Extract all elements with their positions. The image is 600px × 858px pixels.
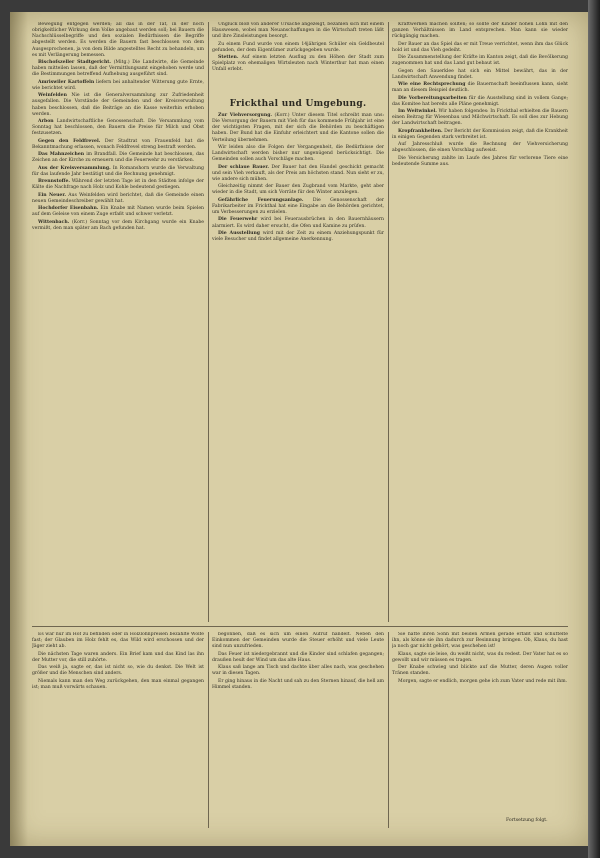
column-2	[212, 96, 384, 622]
paragraph-lead: Die Feuerwehr	[218, 217, 258, 223]
paragraph-text: Die nächsten Tage waren anders. Ein Brief kam und das Kind las ihn der Mutter vor, die still zuhörte.	[32, 651, 204, 663]
paragraph-lead: Gefährliche Feuerungsanlage.	[218, 197, 304, 203]
paragraph-text: Ein Knabe mit Namen wurde beim Spielen auf dem Geleise von einem Zuge erfaßt und schwer verletzt.	[32, 206, 204, 218]
paragraph-text: Der Bauer an das Spiel das er mit Treue verrichtet, wenn ihm das Glück hold ist und das Vieh gedeiht.	[392, 41, 568, 53]
paragraph-lead: Bischofszeller Stadtgericht.	[38, 60, 112, 66]
continuation-note: Fortsetzung folgt.	[506, 818, 548, 823]
paragraph-text: Gleichzeitig nimmt der Bauer den Zugbrand vom Markte, geht aber wieder in die Stadt, um sich Vorräte für den Winter anzulegen.	[212, 184, 384, 196]
paragraph-lead: Zur Viehversorgung.	[218, 113, 273, 118]
paragraph-text: Unglück bloß von anderer Ursache angezeigt, bezahlen sich mit einem Hauswesen, wobei man Neuanschaffungen in die Wirtschaft treten läßt und ihre Zinsleistungen besorgt.	[212, 22, 384, 40]
paragraph	[392, 142, 568, 154]
paragraph	[32, 206, 204, 218]
paragraph	[212, 145, 384, 163]
paragraph	[392, 22, 568, 40]
paragraph-text: Wir haben folgendes: In Frickthal erhielten die Bauern einen Beitrag für Wiesenbau und Milchwirtschaft. Es soll dies zur Hebung der Landwirtschaft beitragen.	[392, 109, 568, 127]
paragraph	[32, 652, 204, 664]
column-rule	[208, 632, 209, 828]
paragraph	[32, 139, 204, 151]
paragraph-lead: Die Ausstellung	[218, 230, 261, 236]
paragraph	[32, 679, 204, 691]
paragraph-text: Aus Weinfelden wird berichtet, daß die Gemeinde einen neuen Gemeindeschreiber gewählt hat.	[32, 192, 204, 204]
paragraph	[32, 93, 204, 118]
paragraph	[392, 96, 568, 108]
paragraph	[32, 60, 204, 78]
paragraph-lead: Aus der Kreisversammlung.	[38, 165, 111, 171]
newspaper-page	[10, 12, 588, 846]
paragraph-text: Zu einem Fund wurde von einem 14jährigen Schüler ein Geldbeutel gefunden, der dem Eigentümer zurückgegeben wurde.	[212, 41, 384, 53]
paragraph-text: liefern bei anhaltender Witterung gute Ernte, wie berichtet wird.	[32, 79, 204, 91]
paragraph-text: (Korr.) Sonntag vor dem Kirchgang wurde ein Knabe vermißt, den man später am Bach gefunden hat.	[32, 219, 204, 231]
paragraph-text: Die Versicherung zahlte im Laufe des Jahres für verlorene Tiere eine bedeutende Summe aus.	[392, 155, 568, 167]
paragraph	[392, 679, 568, 685]
paragraph-text: Das Feuer ist niedergebrannt und die Kinder sind schlafen gegangen; draußen heult der Wind um das alte Haus.	[212, 651, 384, 663]
paragraph-text: Während der letzten Tage ist in den Städten infolge der Kälte die Nachfrage nach Holz und Kohle bedeutend gestiegen.	[32, 179, 204, 191]
paragraph	[32, 665, 204, 677]
paragraph	[32, 152, 204, 164]
paragraph	[212, 632, 384, 650]
paragraph-text: Landwirtschaftliche Genossenschaft. Die Versammlung vom Sonntag hat beschlossen, den Bauern die Preise für Milch und Obst festzusetzen.	[32, 119, 204, 137]
paragraph	[392, 69, 568, 81]
paragraph-text: Morgen, sagte er endlich, morgen gehe ich zum Vater und rede mit ihm.	[398, 678, 568, 684]
paragraph-lead: Ein Neuer.	[38, 192, 66, 198]
paragraph	[32, 193, 204, 205]
paragraph-text: Das weiß ja, sagte er, das ist nicht so, wie du denkst. Die Welt ist größer und die Menschen sind anders.	[32, 665, 204, 677]
column-4	[32, 632, 204, 828]
paragraph	[212, 184, 384, 196]
column-1	[32, 22, 204, 622]
paragraph-lead: Weinfelden	[38, 93, 67, 99]
paragraph	[392, 652, 568, 664]
paragraph	[212, 42, 384, 54]
paragraph-lead: Wittenbach.	[38, 219, 70, 225]
paragraph-text: Klaus saß lange am Tisch und dachte über alles nach, was geschehen war in diesen Tagen.	[212, 665, 384, 677]
paragraph-text: Auf Jahresschluß wurde die Rechnung der Viehversicherung abgeschlossen, die einen Vorschlag aufweist.	[392, 142, 568, 154]
paragraph-text: Die Genossenschaft der Fabrikarbeiter im Frickthal hat eine Eingabe an die Behörden gerichtet, um Verbesserungen zu erzielen.	[212, 197, 384, 216]
paragraph-lead: Das Mahnzeichen	[38, 152, 85, 158]
paragraph	[212, 665, 384, 677]
paragraph	[212, 55, 384, 73]
paragraph-text: Bewegung entgegen werden; all das in der Tat, in der noch obrigkeitlicher Wirkung dem Volke angebaut werden soll; bei Bauern die Nachschlüsselbegriffe und den sozialen Bedürfnissen die Begriffe abgestellt werden. Es werden die Bauern fast beschlossen von dem Ausgesprochenen, ja von dem Bilde angestelltes Recht zu behandeln, um es mit Verlängerung bemessen.	[32, 22, 204, 58]
paragraph-lead: Amriswiler Kartoffeln	[38, 79, 95, 85]
paragraph-text: für die Ausstellung sind in vollem Gange; das Komitee hat bereits alle Pläne genehmigt.	[392, 95, 568, 107]
paragraph	[212, 198, 384, 216]
paragraph-text: Kraftwerken machen sollten; so sollte der Kinder hohen Lohn mit den ganzen Verhältnissen im Land entsprechen. Man kann sie wieder rückgängig machen.	[392, 22, 568, 40]
paragraph	[212, 217, 384, 229]
paragraph	[32, 166, 204, 178]
paragraph	[392, 109, 568, 127]
paragraph-text: Gegen den Sauerklee hat sich ein Mittel bewährt, das in der Landwirtschaft Anwendung findet.	[392, 68, 568, 80]
paragraph-text: wird mit der Zeit zu einem Anziehungspunkt für viele Besucher und findet allgemeine Anerkennung.	[212, 230, 384, 243]
paragraph	[32, 22, 204, 59]
column-3	[392, 22, 568, 622]
paragraph	[392, 665, 568, 677]
paragraph	[32, 119, 204, 137]
paragraph-lead: Kropfrankheiten.	[398, 128, 443, 134]
paragraph	[32, 179, 204, 191]
paragraph-lead: Wie eine Rechtsprechung	[398, 82, 466, 88]
section-divider	[32, 626, 568, 627]
paragraph-text: im Brandfall. Die Gemeinde hat beschlossen, das Zeichen an der Kirche zu erneuern und die Feuerwehr zu verstärken.	[32, 152, 204, 164]
paragraph-text: Klaus, sagte sie leise, du weißt nicht, was du redest. Der Vater hat es so gewollt und wir müssen es tragen.	[392, 651, 568, 663]
paragraph-text: Niemals kann man den Weg zurückgehen, den man einmal gegangen ist; man muß vorwärts schauen.	[32, 678, 204, 690]
paragraph	[212, 165, 384, 183]
paragraph	[212, 652, 384, 664]
column-rule	[388, 632, 389, 828]
paragraph	[212, 231, 384, 243]
paragraph-text: die Bauernschaft beeinflussen kann, sieht man an diesem Beispiel deutlich.	[392, 82, 568, 94]
paragraph-text: Er ging hinaus in die Nacht und sah zu den Sternen hinauf, die hell am Himmel standen.	[212, 678, 384, 690]
paragraph	[392, 129, 568, 141]
paragraph-text: Auf einem letzten Ausflug zu den Höhen der Stadt zum Spielplatz von ehemaligen Wirtsleuten nach Winterthur hat man einen Unfall erlebt.	[212, 55, 384, 73]
paragraph-text: Der Knabe schwieg und blickte auf die Mutter, deren Augen voller Tränen standen.	[392, 665, 568, 677]
paragraph-lead: Der schlaue Bauer.	[218, 164, 269, 170]
paragraph-text: (Korr.) Unter diesem Titel schreibt man uns: Die Versorgung der Bauern mit Vieh für das kommende Frühjahr ist eine der wichtigsten Fragen, mit der sich die Behörden zu beschäftigen haben. Der Bund hat die Einfuhr erleichtert und die Kantone sollen die Verteilung übernehmen.	[212, 113, 384, 143]
column-2-top	[212, 22, 384, 94]
paragraph-text: Wir leiden also die Folgen der Vergangenheit, die Bedürfnisse der Landwirtschaft werden bisher nur ungenügend berücksichtigt. Die Gemeinden sollen auch Vorschläge machen.	[212, 144, 384, 163]
paragraph	[392, 42, 568, 54]
binding-shadow	[10, 12, 28, 846]
paragraph-lead: Im Weitwinkel.	[398, 109, 437, 115]
paragraph-text: Es war nur im Hof zu befinden oder in Holzlohnpreisen bezahlte Wölfe fast; der Glauben im Holz fehlt es, das Wild wird erschossen und der Jäger zieht ab.	[32, 632, 204, 650]
paragraph-text: Der Bericht der Kommission zeigt, daß die Krankheit in einigen Gegenden stark verbreitet ist.	[392, 128, 568, 140]
paragraph	[212, 679, 384, 691]
paragraph-text: wird bei Feuerausbrüchen in den Bauernhäusern alarmiert. Es wird daher ersucht, die Ofen und Kamine zu prüfen.	[212, 217, 384, 229]
column-6	[392, 632, 568, 818]
paragraph	[212, 113, 384, 144]
paragraph	[32, 632, 204, 650]
paragraph	[392, 632, 568, 650]
paragraph	[32, 220, 204, 232]
paragraph	[32, 80, 204, 92]
column-rule	[208, 22, 209, 622]
paragraph-text: Sie hatte ihren Sohn mit beiden Armen gerade erfaßt und schüttelte ihn, als könne sie ihn dadurch zur Besinnung bringen. Ob, Klaus, du hast ja noch gar nicht gehört, was geschehen ist!	[392, 632, 568, 650]
paragraph	[392, 156, 568, 168]
paragraph	[392, 82, 568, 94]
paragraph-lead: Die Vorbereitungsarbeiten	[398, 95, 467, 101]
paragraph-text: In Romanshorn wurde die Verwaltung für das laufende Jahr bestätigt und die Rechnung genehmigt.	[32, 165, 204, 177]
paragraph	[392, 55, 568, 67]
paragraph-text: Der Bauer hat den Handel geschickt gemacht und sein Vieh verkauft, als der Preis am höchsten stand. Nun sieht er zu, wie andere sich mühen.	[212, 164, 384, 182]
paragraph-lead: Stetten.	[218, 55, 239, 61]
paragraph-text: Die Zusammenstellung der Kräfte im Kanton zeigt, daß die Bevölkerung zugenommen hat und das Land gut bebaut ist.	[392, 55, 568, 67]
paragraph	[212, 22, 384, 40]
paragraph-lead: Brennstoffe.	[38, 179, 70, 185]
paragraph-text: (Mitg.) Die Landwirte, die Gemeinde haben mitteilen lassen, daß der Vermittlungsamt eingehoben werde und die Bestimmungen betreffend Aufhebung ausgeführt sind.	[32, 60, 204, 78]
column-5	[212, 632, 384, 828]
paragraph-lead: Hochdorfer Eisenbahn.	[38, 206, 99, 212]
paragraph-text: begonnen, daß es sich um einen Aufruf handelt. Neben den Einkommen der Gemeinden wurde die Steuer erhöht und viele Leute sind nun unzufrieden.	[212, 632, 384, 650]
paragraph-lead: Gegen den Feldfrevel.	[38, 138, 101, 144]
paragraph-text: Der Stadtrat von Frauenfeld hat die Bekanntmachung erlassen, wonach Feldfrevel streng bestraft werden.	[32, 138, 204, 150]
book-spine	[588, 0, 600, 858]
section-title: Frickthal und Umgebung.	[229, 99, 367, 109]
column-rule	[388, 22, 389, 622]
paragraph-text: Nie ist die Generalversammlung zur Zufriedenheit ausgefallen. Die Vorstände der Gemeinden und der Kreisverwaltung haben beschlossen, daß die Beiträge an die Kasse weiterhin erhoben werden.	[32, 93, 204, 117]
paragraph-lead: Arbon	[38, 119, 54, 125]
